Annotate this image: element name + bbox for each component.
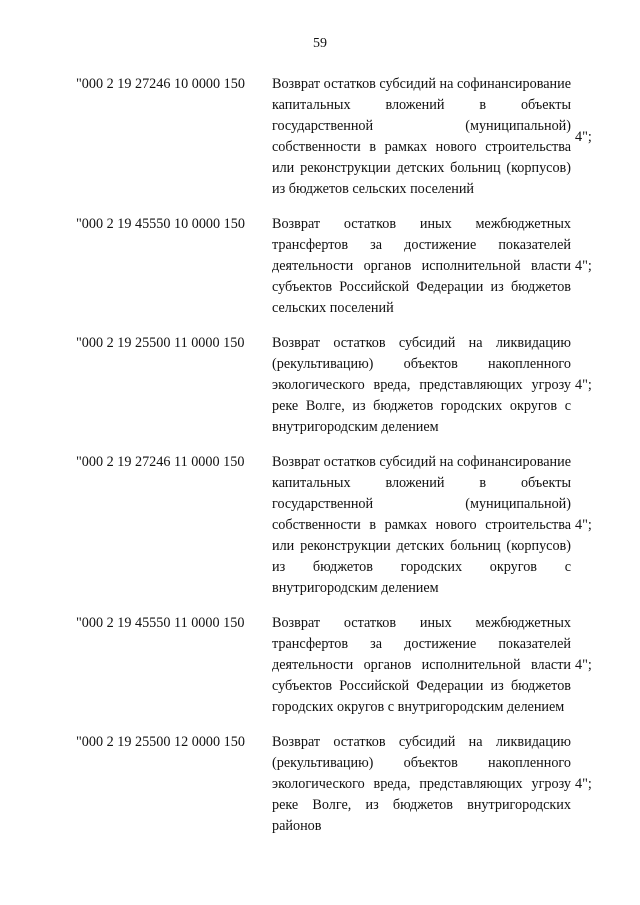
classification-code: "000 2 19 25500 12 0000 150 — [76, 734, 245, 750]
classification-entry — [76, 214, 606, 319]
entry-suffix: 4"; — [575, 377, 592, 393]
classification-description: Возврат остатков иных межбюджетных трансфертов за достижение показателей деятельности органов исполнительной власти субъектов Российской Федерации из бюджетов сельских поселений — [272, 216, 571, 316]
classification-description: Возврат остатков субсидий на ликвидацию (рекультивацию) объектов накопленного экологического вреда, представляющих угрозу реке Волге, из бюджетов городских округов с внутригородским делением — [272, 335, 571, 435]
classification-entry — [76, 452, 606, 599]
classification-code: "000 2 19 27246 10 0000 150 — [76, 76, 245, 92]
classification-code: "000 2 19 45550 11 0000 150 — [76, 615, 245, 631]
classification-description: Возврат остатков иных межбюджетных трансфертов за достижение показателей деятельности органов исполнительной власти субъектов Российской Федерации из бюджетов городских округов с внутригородским делением — [272, 615, 571, 715]
classification-code: "000 2 19 25500 11 0000 150 — [76, 335, 245, 351]
classification-description: Возврат остатков субсидий на ликвидацию (рекультивацию) объектов накопленного экологического вреда, представляющих угрозу реке Волге, из бюджетов внутригородских районов — [272, 734, 571, 834]
page-number: 59 — [313, 36, 327, 51]
classification-entry — [76, 74, 606, 200]
classification-entry — [76, 732, 606, 837]
entry-suffix: 4"; — [575, 657, 592, 673]
entry-suffix: 4"; — [575, 517, 592, 533]
classification-list — [76, 74, 606, 851]
classification-description: Возврат остатков субсидий на софинансирование капитальных вложений в объекты государственной (муниципальной) собственности в рамках нового строительства или реконструкции детских больниц (корпусов) из бюджетов городских округов с внутригородским делением — [272, 454, 571, 596]
entry-suffix: 4"; — [575, 128, 592, 145]
classification-entry — [76, 613, 606, 718]
entry-suffix: 4"; — [575, 776, 592, 792]
classification-code: "000 2 19 45550 10 0000 150 — [76, 216, 245, 232]
classification-entry — [76, 333, 606, 438]
entry-suffix: 4"; — [575, 258, 592, 274]
classification-description: Возврат остатков субсидий на софинансирование капитальных вложений в объекты государственной (муниципальной) собственности в рамках нового строительства или реконструкции детских больниц (корпусов) из бюджетов сельских поселений — [272, 76, 571, 197]
classification-code: "000 2 19 27246 11 0000 150 — [76, 454, 245, 470]
